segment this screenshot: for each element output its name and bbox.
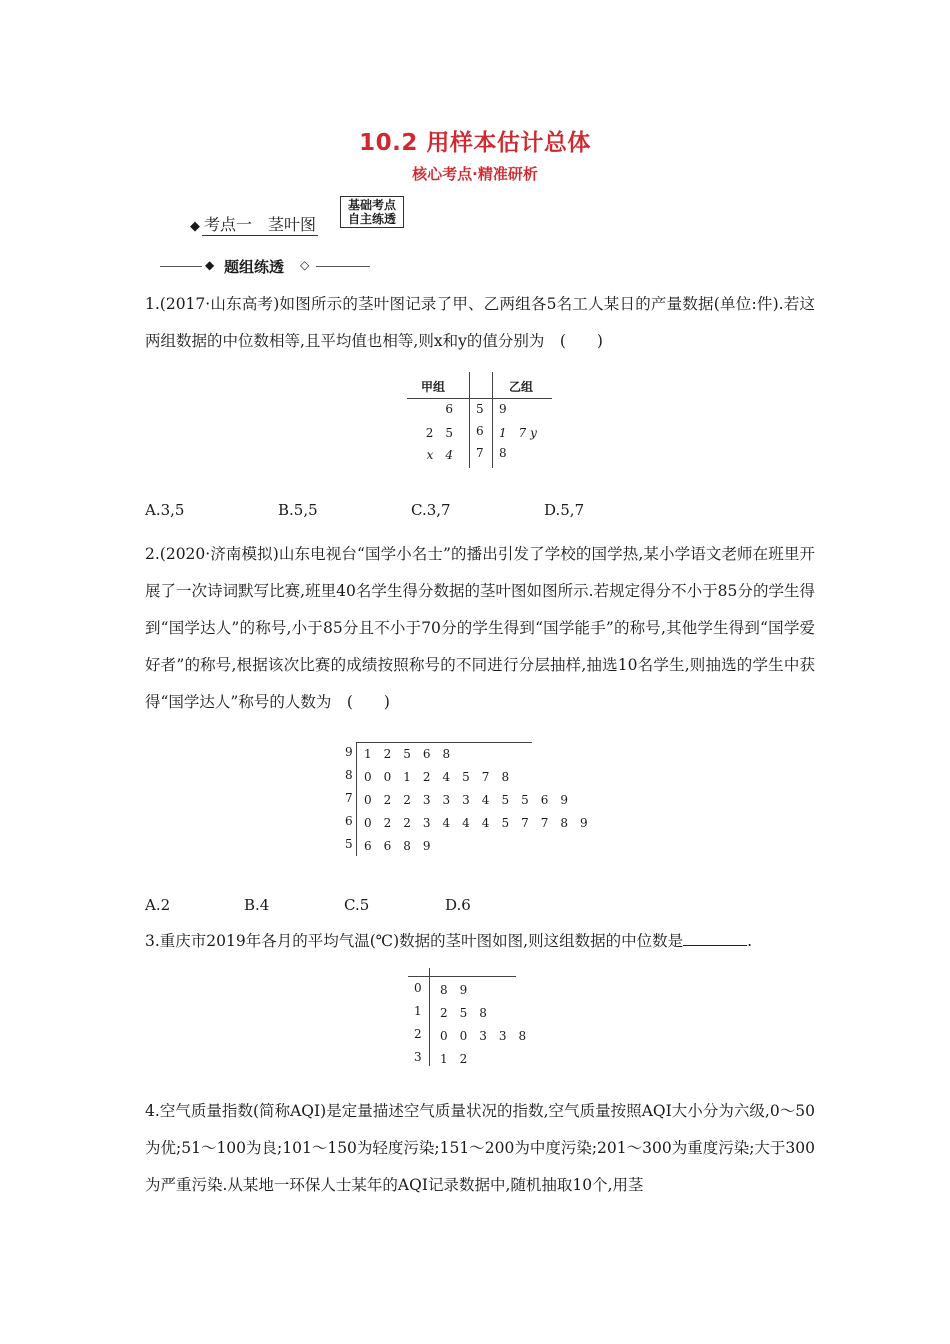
badge-line-2: 自主练透 <box>347 212 396 226</box>
q1-row-left: 6 <box>445 402 453 416</box>
q2-leaves: 0 2 2 3 3 3 4 5 5 6 9 <box>364 793 568 807</box>
q1-row-left: x 4 <box>426 448 453 462</box>
q2-leaves: 6 6 8 9 <box>364 839 431 853</box>
q2-leaves: 0 0 1 2 4 5 7 8 <box>364 770 510 784</box>
q2-leaves: 0 2 2 3 4 4 4 5 7 7 8 9 <box>364 816 588 830</box>
q1-option-d: D.5,7 <box>544 501 585 519</box>
q1-row-right: 8 <box>499 446 507 460</box>
q2-stem: 7 <box>345 791 353 805</box>
q3-stem-divider <box>429 968 430 1066</box>
q2-stem: 8 <box>345 768 353 782</box>
q2-stem: 9 <box>345 745 353 759</box>
divider-line-left <box>160 266 202 267</box>
q1-header-rule <box>407 398 552 399</box>
q3-leaves: 8 9 <box>440 983 468 997</box>
q1-row-right: 9 <box>499 402 507 416</box>
page-title: 10.2 用样本估计总体 <box>359 130 591 156</box>
q2-stem: 5 <box>345 837 353 851</box>
q1-row-stem: 6 <box>476 424 484 438</box>
group-divider <box>160 255 370 277</box>
question-4-text: 4.空气质量指数(简称AQI)是定量描述空气质量状况的指数,空气质量按照AQI大小分为六级,0～50为优;51～100为良;101～150为轻度污染;151～200为中度污染;201～300为重度污染;大于300为严重污染.从某地一环保人士某年的AQI记录数据中,随机抽取10个,用茎 <box>145 1102 816 1194</box>
q3-stem: 0 <box>414 981 422 995</box>
question-3-text <box>145 923 815 960</box>
question-1-text: 1.(2017·山东高考)如图所示的茎叶图记录了甲、乙两组各5名工人某日的产量数据(单位:件).若这两组数据的中位数相等,且平均值也相等,则x和y的值分别为 ( ) <box>145 295 815 350</box>
q1-divider-left <box>469 372 470 468</box>
q3-stem: 1 <box>414 1004 422 1018</box>
q1-option-b: B.5,5 <box>278 501 318 519</box>
diamond-icon: ◆ <box>205 258 215 272</box>
diamond-icon: ◇ <box>300 258 310 272</box>
q1-option-c: C.3,7 <box>411 501 451 519</box>
q2-option-b: B.4 <box>244 896 270 914</box>
diamond-icon: ◆ <box>190 219 200 234</box>
q1-left-header: 甲组 <box>421 380 446 394</box>
q3-top-rule <box>408 976 516 977</box>
q2-stem-leaf-table <box>340 742 620 857</box>
q3-stem: 2 <box>414 1027 422 1041</box>
q2-stem: 6 <box>345 814 353 828</box>
section-heading <box>190 212 318 236</box>
q1-row-right: 1 7 y <box>499 426 537 440</box>
q2-option-a: A.2 <box>145 896 171 914</box>
page-subtitle: 核心考点·精准研析 <box>412 165 538 183</box>
answer-blank <box>683 931 747 946</box>
q1-row-stem: 7 <box>476 446 484 460</box>
question-3-tail: . <box>747 932 753 950</box>
q1-row-left: 2 5 <box>425 426 453 440</box>
q3-leaves: 0 0 3 3 8 <box>440 1029 527 1043</box>
badge-line-1: 基础考点 <box>347 198 396 212</box>
q2-option-c: C.5 <box>344 896 370 914</box>
q2-top-rule <box>356 742 532 743</box>
q1-option-a: A.3,5 <box>145 501 185 519</box>
divider-line-right <box>316 266 370 267</box>
q2-option-d: D.6 <box>445 896 471 914</box>
group-label: 题组练透 <box>224 258 285 276</box>
q2-stem-divider <box>356 742 357 856</box>
q1-right-header: 乙组 <box>509 380 534 394</box>
q3-stem: 3 <box>414 1050 422 1064</box>
question-3-prompt: 3.重庆市2019年各月的平均气温(℃)数据的茎叶图如图,则这组数据的中位数是 <box>145 932 684 950</box>
q3-leaves: 1 2 <box>440 1052 468 1066</box>
q1-row-stem: 5 <box>476 402 484 416</box>
question-2-text: 2.(2020·济南模拟)山东电视台“国学小名士”的播出引发了学校的国学热,某小学语文老师在班里开展了一次诗词默写比赛,班里40名学生得分数据的茎叶图如图所示.若规定得分不小于85分的学生得到“国学达人”的称号,小于85分且不小于70分的学生得到“国学能手”的称号,其他学生得到“国学爱好者”的称号,根据该次比赛的成绩按照称号的不同进行分层抽样,抽选10名学生,则抽选的学生中获得“国学达人”称号的人数为 ( ) <box>145 545 815 711</box>
q2-leaves: 1 2 5 6 8 <box>364 747 451 761</box>
q3-leaves: 2 5 8 <box>440 1006 487 1020</box>
q3-stem-leaf-table <box>408 968 558 1068</box>
q1-stem-leaf-table <box>407 372 557 468</box>
section-heading-label: 考点一 茎叶图 <box>202 212 318 236</box>
q1-divider-right <box>492 372 493 468</box>
section-badge <box>340 196 404 228</box>
